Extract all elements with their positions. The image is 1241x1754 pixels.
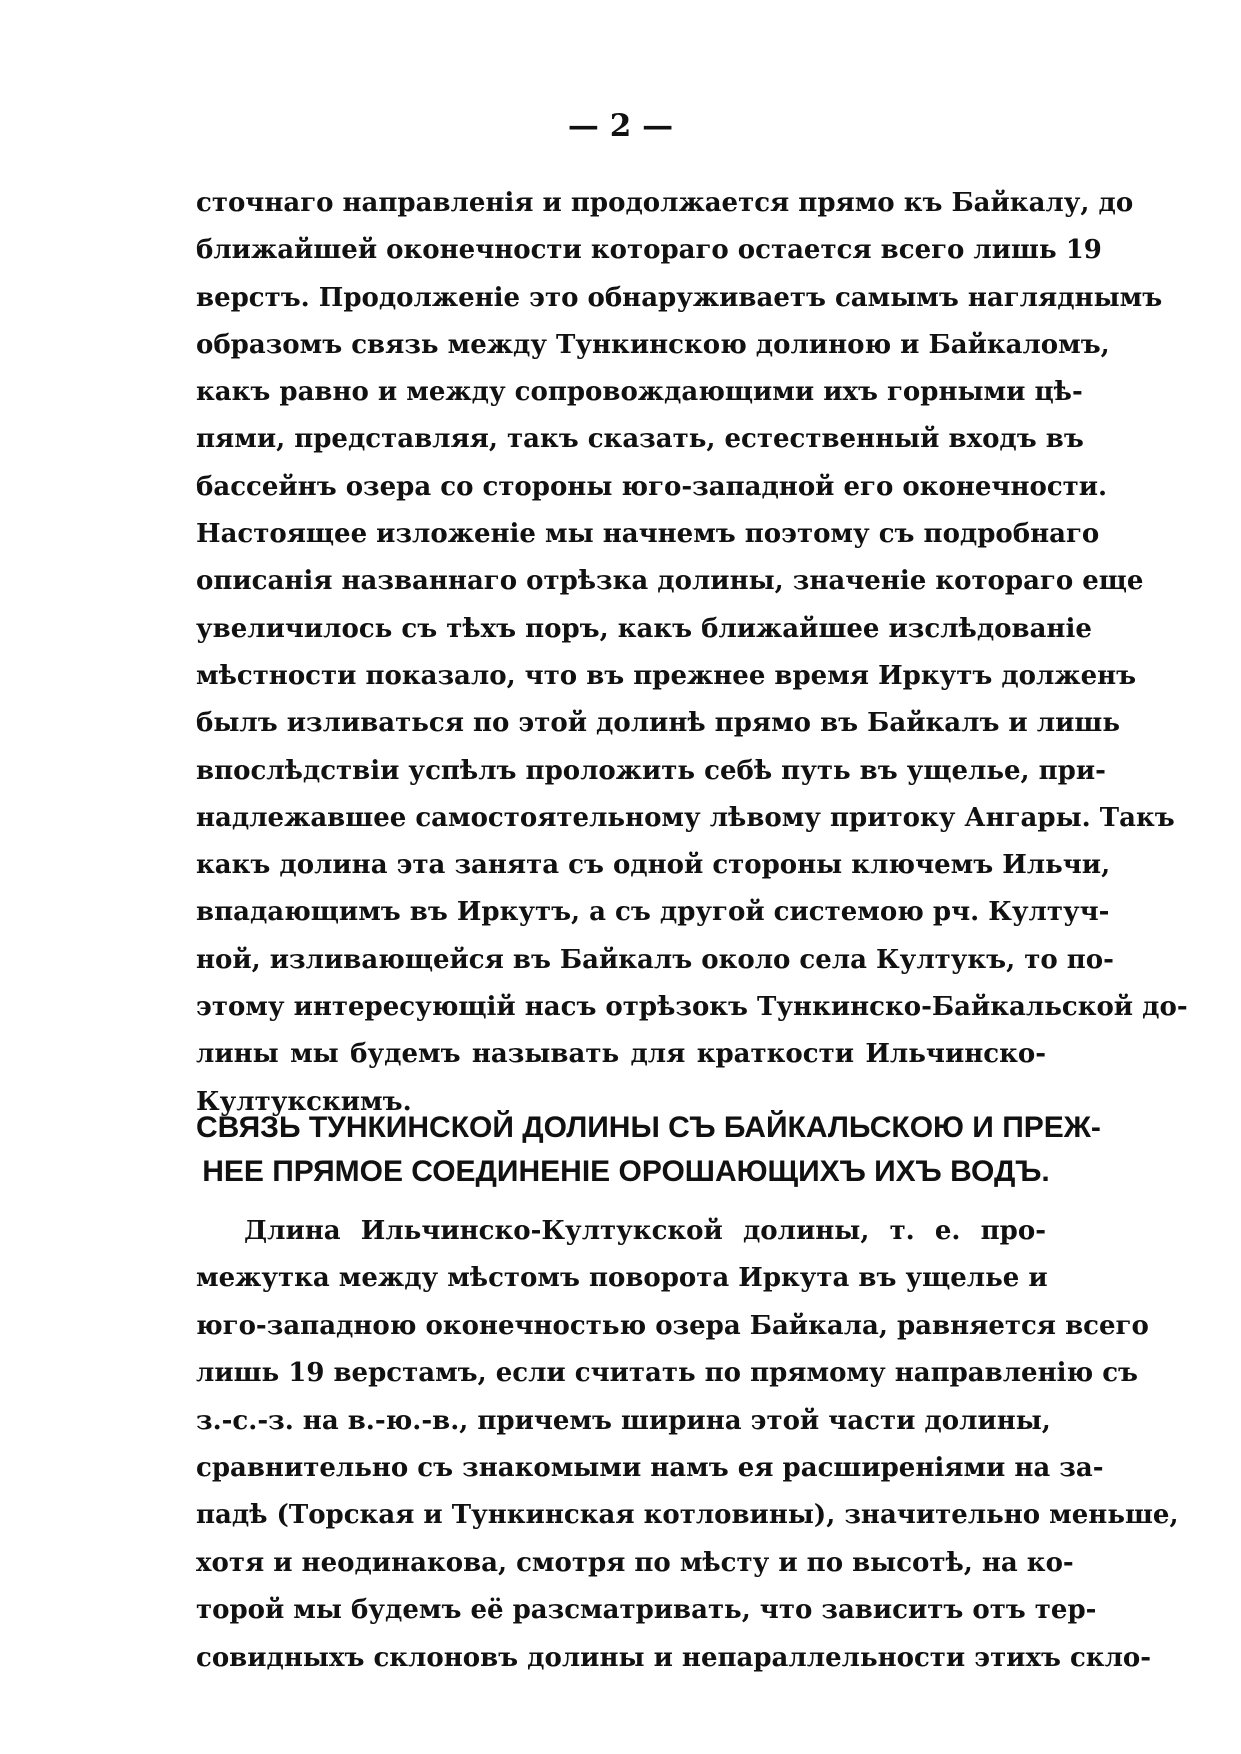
text-line: сточнаго направленія и продолжается прямо къ Байкалу, до — [196, 188, 1134, 218]
text-line: лишь 19 верстамъ, если считать по прямому направленію съ — [196, 1358, 1138, 1389]
text-line: Длина Ильчинско-Култукской долины, т. е. про- — [244, 1216, 1046, 1246]
text-line: юго-западною оконечностью озера Байкала, равняется всего — [196, 1310, 1149, 1341]
text-line: надлежавшее самостоятельному лѣвому притоку Ангары. Такъ — [196, 802, 1175, 833]
text-line: лины мы будемъ называть для краткости Ильчинско- — [196, 1039, 1046, 1070]
text-line: ближайшей оконечности котораго остается всего лишь 19 — [196, 235, 1102, 266]
text-line: бассейнъ озера со стороны юго-западной его оконечности. — [196, 471, 1108, 502]
text-line: торой мы будемъ её разсматривать, что зависитъ отъ тер- — [196, 1595, 1097, 1626]
paragraph-continued — [196, 180, 1188, 1126]
section-heading — [196, 1106, 1101, 1194]
text-line: Настоящее изложеніе мы начнемъ поэтому съ подробнаго — [196, 519, 1100, 550]
text-line: верстъ. Продолженіе это обнаруживаетъ самымъ нагляднымъ — [196, 282, 1163, 313]
text-line: хотя и неодинакова, смотря по мѣсту и по высотѣ, на ко- — [196, 1547, 1074, 1578]
heading-line: НЕЕ ПРЯМОЕ СОЕДИНЕНІЕ ОРОШАЮЩИХЪ ИХЪ ВОДЪ. — [202, 1155, 1050, 1188]
text-line: Култукскимъ. — [196, 1086, 412, 1117]
text-line: впослѣдствіи успѣлъ проложить себѣ путь въ ущелье, при- — [196, 755, 1106, 786]
text-line: какъ равно и между сопровождающими ихъ горными цѣ- — [196, 377, 1083, 408]
text-line: впадающимъ въ Иркутъ, а съ другой системою рч. Култуч- — [196, 897, 1110, 928]
text-line: падѣ (Торская и Тункинская котловины), значительно меньше, — [196, 1500, 1179, 1531]
text-line: былъ изливаться по этой долинѣ прямо въ Байкалъ и лишь — [196, 708, 1120, 739]
text-line: з.-с.-з. на в.-ю.-в., причемъ ширина этой части долины, — [196, 1405, 1051, 1436]
text-line: этому интересующій насъ отрѣзокъ Тункинско-Байкальской до- — [196, 992, 1188, 1023]
text-line: пями, представляя, такъ сказать, естественный входъ въ — [196, 424, 1084, 455]
text-line: ной, изливающейся въ Байкалъ около села Култукъ, то по- — [196, 944, 1114, 975]
text-line: мѣстности показало, что въ прежнее время Иркутъ долженъ — [196, 660, 1137, 691]
text-line: какъ долина эта занята съ одной стороны ключемъ Ильчи, — [196, 850, 1111, 881]
text-line: увеличилось съ тѣхъ поръ, какъ ближайшее изслѣдованіе — [196, 613, 1092, 644]
text-line: межутка между мѣстомъ поворота Иркута въ ущелье и — [196, 1263, 1048, 1294]
paragraph-section — [196, 1208, 1179, 1682]
text-line: описанія названнаго отрѣзка долины, значеніе котораго еще — [196, 566, 1144, 597]
text-line: сравнительно съ знакомыми намъ ея расширеніями на за- — [196, 1453, 1104, 1484]
text-line: образомъ связь между Тункинскою долиною и Байкаломъ, — [196, 329, 1110, 360]
page-number: — 2 — — [567, 108, 674, 144]
text-line: совидныхъ склоновъ долины и непараллельности этихъ скло- — [196, 1642, 1152, 1673]
heading-line: СВЯЗЬ ТУНКИНСКОЙ ДОЛИНЫ СЪ БАЙКАЛЬСКОЮ И ПРЕЖ- — [196, 1111, 1101, 1144]
